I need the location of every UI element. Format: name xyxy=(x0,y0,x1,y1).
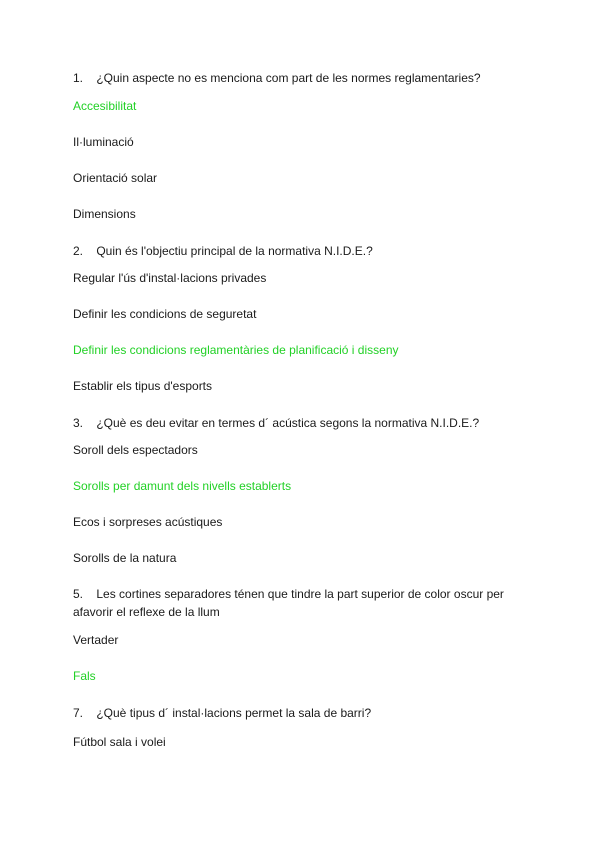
answer-option: Regular l'ús d'instal·lacions privades xyxy=(73,271,267,285)
question-1 xyxy=(73,69,523,87)
answer-option: Soroll dels espectadors xyxy=(73,443,198,457)
question-number: 2. xyxy=(73,244,84,258)
answer-option: Establir els tipus d'esports xyxy=(73,379,213,393)
question-3 xyxy=(73,414,523,432)
question-text: Les cortines separadores ténen que tindre la part superior de color oscur per afavorir el reflexe de la llum xyxy=(73,587,504,619)
answer-option: Sorolls de la natura xyxy=(73,551,177,565)
answer-option-correct: Sorolls per damunt dels nivells establerts xyxy=(73,479,292,493)
question-text: ¿Què tipus d´ instal·lacions permet la sala de barri? xyxy=(96,706,372,720)
answer-option: Ecos i sorpreses acústiques xyxy=(73,515,223,529)
question-text: Quin és l'objectiu principal de la normativa N.I.D.E.? xyxy=(96,244,373,258)
answer-option-correct: Accesibilitat xyxy=(73,99,137,113)
question-7 xyxy=(73,704,523,722)
answer-option-correct: Fals xyxy=(73,669,96,683)
question-5 xyxy=(73,585,513,621)
question-number: 1. xyxy=(73,71,84,85)
answer-option: Fútbol sala i volei xyxy=(73,735,166,749)
question-number: 5. xyxy=(73,587,84,601)
answer-option: Orientació solar xyxy=(73,171,158,185)
answer-option: Definir les condicions de seguretat xyxy=(73,307,257,321)
question-number: 7. xyxy=(73,706,84,720)
question-text: ¿Què es deu evitar en termes d´ acústica segons la normativa N.I.D.E.? xyxy=(96,416,480,430)
answer-option-correct: Definir les condicions reglamentàries de planificació i disseny xyxy=(73,343,399,357)
question-2 xyxy=(73,242,523,260)
answer-option: Dimensions xyxy=(73,207,136,221)
answer-option: Il·luminació xyxy=(73,135,134,149)
answer-option: Vertader xyxy=(73,633,119,647)
question-number: 3. xyxy=(73,416,84,430)
question-text: ¿Quin aspecte no es menciona com part de les normes reglamentaries? xyxy=(96,71,481,85)
